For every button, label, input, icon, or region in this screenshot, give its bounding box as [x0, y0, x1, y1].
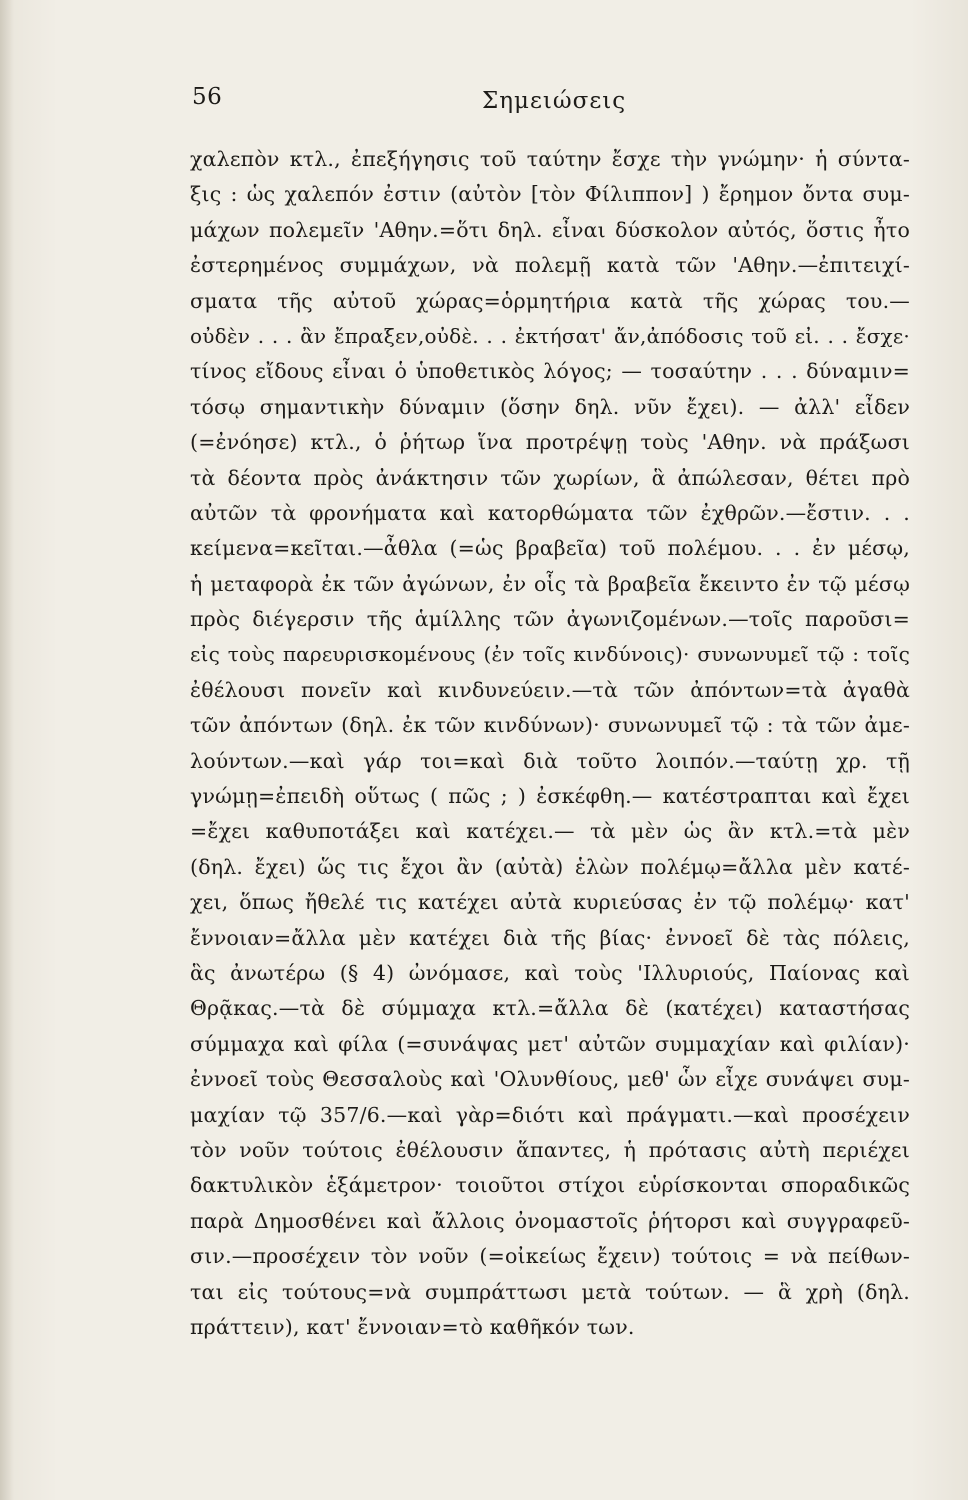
notes-text [190, 142, 910, 1345]
text-line: λούντων.—καὶ γάρ τοι=καὶ διὰ τοῦτο λοιπόν.—ταύτῃ χρ. τῇ [190, 748, 910, 773]
running-title: Σημειώσεις [482, 88, 627, 114]
text-line: πρὸς διέγερσιν τῆς ἁμίλλης τῶν ἀγωνιζομένων.—τοῖς παροῦσι= [190, 607, 910, 632]
text-line: (δηλ. ἔχει) ὥς τις ἔχοι ἂν (αὐτὰ) ἑλὼν πολέμῳ=ἄλλα μὲν κατέ- [190, 854, 910, 879]
text-line: χει, ὅπως ἤθελέ τις κατέχει αὐτὰ κυριεύσας ἐν τῷ πολέμῳ· κατ' [190, 890, 910, 915]
text-line: δακτυλικὸν ἑξάμετρον· τοιοῦτοι στίχοι εὑρίσκονται σποραδικῶς [190, 1173, 910, 1198]
text-line: τὸν νοῦν τούτοις ἐθέλουσιν ἅπαντες, ἡ πρότασις αὐτὴ περιέχει [190, 1137, 910, 1162]
text-line: ἐννοεῖ τοὺς Θεσσαλοὺς καὶ 'Ολυνθίους, μεθ' ὧν εἶχε συνάψει συμ- [190, 1067, 910, 1092]
text-line: τίνος εἴδους εἶναι ὁ ὑποθετικὸς λόγος; — τοσαύτην . . . δύναμιν= [190, 359, 910, 384]
text-line: τῶν ἀπόντων (δηλ. ἐκ τῶν κινδύνων)· συνωνυμεῖ τῷ : τὰ τῶν ἀμε- [190, 713, 910, 738]
text-line: αὐτῶν τὰ φρονήματα καὶ κατορθώματα τῶν ἐχθρῶν.—ἔστιν. . . [190, 500, 910, 525]
text-line: Θρᾷκας.—τὰ δὲ σύμμαχα κτλ.=ἄλλα δὲ (κατέχει) καταστήσας [190, 996, 910, 1021]
text-line: χαλεπὸν κτλ., ἐπεξήγησις τοῦ ταύτην ἔσχε τὴν γνώμην· ἡ σύντα- [190, 147, 910, 171]
text-line: (=ἐνόησε) κτλ., ὁ ῥήτωρ ἵνα προτρέψῃ τοὺς 'Αθην. νὰ πράξωσι [190, 430, 910, 455]
page-header [0, 84, 968, 124]
text-line: μάχων πολεμεῖν 'Αθην.=ὅτι δηλ. εἶναι δύσκολον αὐτός, ὅστις ἦτο [190, 217, 910, 242]
text-line: ξις : ὡς χαλεπόν ἐστιν (αὐτὸν [τὸν Φίλιππον] ) ἔρημον ὄντα συμ- [190, 182, 910, 207]
text-line: =ἔχει καθυποτάξει καὶ κατέχει.— τὰ μὲν ὡς ἂν κτλ.=τὰ μὲν [190, 819, 910, 844]
text-line: σματα τῆς αὐτοῦ χώρας=ὁρμητήρια κατὰ τῆς χώρας του.— [190, 288, 910, 313]
text-line: σιν.—προσέχειν τὸν νοῦν (=οἰκείως ἔχειν) τούτοις = νὰ πείθων- [190, 1244, 910, 1269]
text-line: πράττειν), κατ' ἔννοιαν=τὸ καθῆκόν των. [190, 1314, 635, 1339]
text-line: κείμενα=κεῖται.—ἆθλα (=ὡς βραβεῖα) τοῦ πολέμου. . . ἐν μέσῳ, [190, 536, 910, 561]
text-line: γνώμῃ=ἐπειδὴ οὕτως ( πῶς ; ) ἐσκέφθη.— κατέστραπται καὶ ἔχει [190, 784, 910, 809]
text-line: μαχίαν τῷ 357/6.—καὶ γὰρ=διότι καὶ πράγματι.—καὶ προσέχειν [190, 1102, 910, 1127]
text-line: τὰ δέοντα πρὸς ἀνάκτησιν τῶν χωρίων, ἃ ἀπώλεσαν, θέτει πρὸ [190, 465, 910, 490]
text-line: εἰς τοὺς παρευρισκομένους (ἐν τοῖς κινδύνοις)· συνωνυμεῖ τῷ : τοῖς [190, 642, 910, 667]
text-line: ἐστερημένος συμμάχων, νὰ πολεμῇ κατὰ τῶν 'Αθην.—ἐπιτειχί- [190, 253, 910, 278]
text-line: ἐθέλουσι πονεῖν καὶ κινδυνεύειν.—τὰ τῶν ἀπόντων=τὰ ἀγαθὰ [190, 677, 910, 702]
text-line: τόσῳ σημαντικὴν δύναμιν (ὅσην δηλ. νῦν ἔχει). — ἀλλ' εἶδεν [190, 394, 910, 419]
text-line: οὐδὲν . . . ἂν ἔπραξεν,οὐδὲ. . . ἐκτήσατ' ἄν,ἀπόδοσις τοῦ εἰ. . . ἔσχε· [190, 323, 910, 348]
text-line: σύμμαχα καὶ φίλα (=συνάψας μετ' αὐτῶν συμμαχίαν καὶ φιλίαν)· [190, 1031, 910, 1056]
page-number: 56 [192, 84, 223, 110]
text-line: παρὰ Δημοσθένει καὶ ἄλλοις ὀνομαστοῖς ῥήτορσι καὶ συγγραφεῦ- [190, 1208, 910, 1233]
text-line: ἃς ἀνωτέρω (§ 4) ὠνόμασε, καὶ τοὺς 'Ιλλυριούς, Παίονας καὶ [190, 960, 910, 985]
page-edge-shadow [0, 0, 14, 1500]
text-line: ἔννοιαν=ἄλλα μὲν κατέχει διὰ τῆς βίας· ἐννοεῖ δὲ τὰς πόλεις, [190, 925, 910, 950]
text-line: ἡ μεταφορὰ ἐκ τῶν ἀγώνων, ἐν οἷς τὰ βραβεῖα ἔκειντο ἐν τῷ μέσῳ [190, 571, 910, 596]
text-line: ται εἰς τούτους=νὰ συμπράττωσι μετὰ τούτων. — ἃ χρὴ (δηλ. [190, 1279, 910, 1304]
